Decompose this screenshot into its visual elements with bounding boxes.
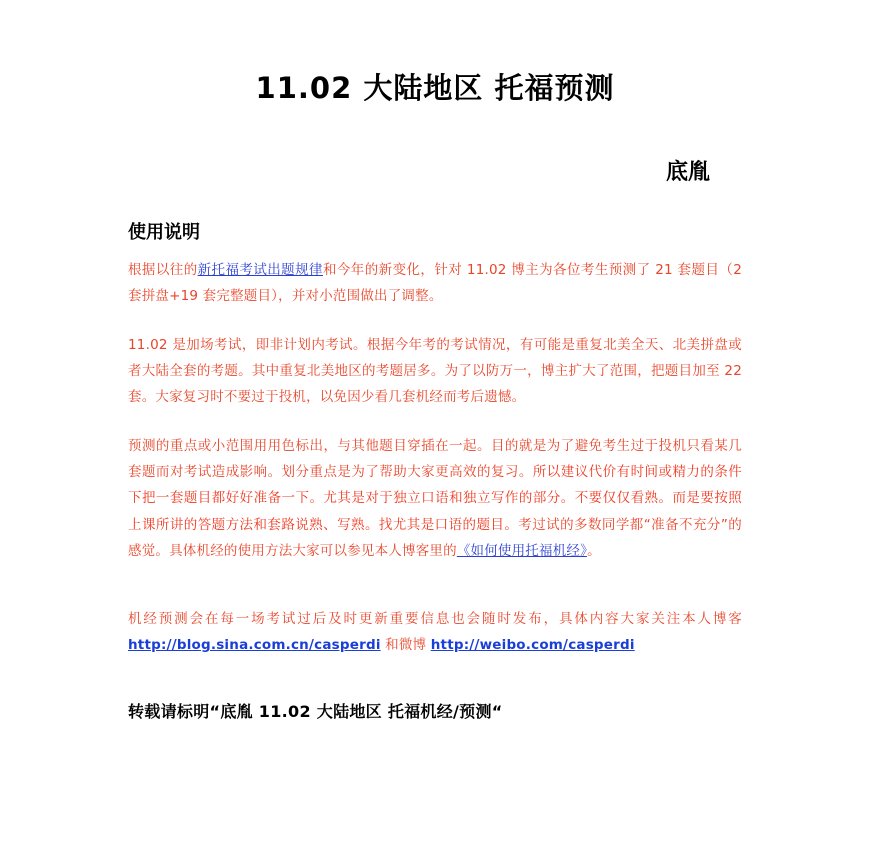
text-run: 11.02 是加场考试，即非计划内考试。根据今年考的考试情况，有可能是重复北美全天、北美拼盘或者大陆全套的考题。其中重复北美地区的考题居多。为了以防万一，博主扩大了范围，把题目加至 22 套。大家复习时不要过于投机，以免因少看几套机经而考后遗憾。 (128, 336, 742, 406)
text-run: 和今年的新变化，针对 11.02 博主为各位考生预测了 21 套题目（2 套拼盘+19 套完整题目），并对小范围做出了调整。 (128, 262, 743, 305)
text-run: 。 (587, 542, 601, 559)
link-weibo-url[interactable]: http://weibo.com/casperdi (430, 637, 635, 654)
text-run: 考过试的多数同学都“准备不充分”的感觉。具体机经的使用方法大家可以参见本人博客里的 (128, 516, 742, 559)
text-run-emphasis: 所以建议代价有时间或精力的条件下把一套题目都好好准备一下。尤其是对于独立口语和独立写作的部分。不要仅仅看熟。而是要按照上课所讲的答题方法和套路说熟、写熟。找尤其是口语的题目。 (128, 463, 742, 533)
paragraph-blog-weibo (128, 564, 742, 659)
author-name: 底胤 (665, 160, 710, 185)
paragraph-extra-session (128, 310, 742, 411)
paragraph-focus (128, 411, 742, 565)
text-run: 和微博 (380, 637, 431, 654)
link-exam-rules[interactable]: 新托福考试出题规律 (197, 262, 323, 278)
link-how-to-use-jijing[interactable]: 《如何使用托福机经》 (456, 542, 588, 559)
paragraph-intro (128, 244, 742, 310)
text-run: 机经预测会在每一场考试过后及时更新重要信息也会随时发布，具体内容大家关注本人博客 (128, 611, 742, 628)
link-blog-url[interactable]: http://blog.sina.com.cn/casperdi (128, 637, 381, 654)
reprint-notice: 转载请标明“底胤 11.02 大陆地区 托福机经/预测“ (128, 701, 503, 721)
text-run: 预测的重点或小范围用用色标出，与其他题目穿插在一起。目的就是为了避免考生过于投机只看某几套题而对考试造成影响。划分重点是为了帮助大家更高效的复习。 (128, 437, 742, 480)
page-title: 11.02 大陆地区 托福预测 (255, 71, 615, 105)
text-run: 根据以往的 (128, 262, 198, 278)
section-heading-usage: 使用说明 (128, 222, 200, 243)
